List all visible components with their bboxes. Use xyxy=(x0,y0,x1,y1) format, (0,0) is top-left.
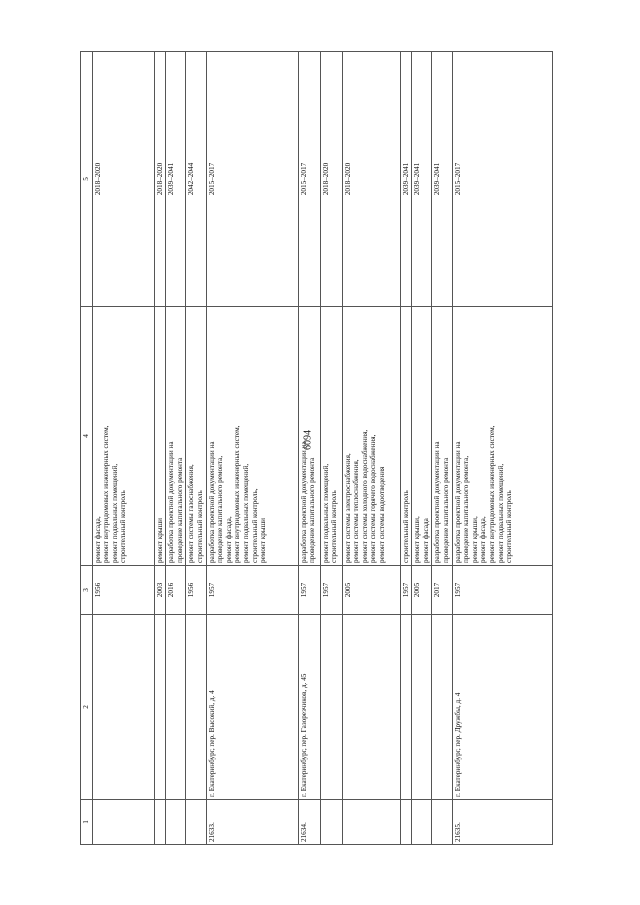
header-col-3: 3 xyxy=(81,566,93,615)
work-item: ремонт внутридомовых инженерных систем, xyxy=(233,425,242,563)
work-types-cell xyxy=(432,307,452,566)
work-item: проведение капитального ремонта, xyxy=(462,455,471,563)
repair-schedule-table xyxy=(80,51,553,845)
row-number-cell xyxy=(92,800,154,845)
table-row xyxy=(206,52,298,845)
rotated-table-block xyxy=(80,77,554,845)
build-year-cell: 1956 xyxy=(92,566,154,615)
build-year-cell: 1957 xyxy=(298,566,320,615)
build-year-cell: 1956 xyxy=(186,566,206,615)
build-year-cell: 2005 xyxy=(412,566,432,615)
header-col-5: 5 xyxy=(81,52,93,307)
work-item: проведение капитального ремонта xyxy=(175,457,184,563)
build-year-cell: 2005 xyxy=(342,566,400,615)
work-item: строительный контроль xyxy=(195,490,204,563)
work-item: разработка проектной документации на xyxy=(167,441,176,563)
table-row xyxy=(92,52,154,845)
work-item: ремонт крыши xyxy=(155,517,164,563)
period-cell: 2018–2020 xyxy=(342,52,400,307)
work-item: строительный контроль xyxy=(401,490,410,563)
address-cell: г. Екатеринбург, пер. Высокий, д. 4 xyxy=(206,615,298,800)
table-row xyxy=(412,52,432,845)
period-cell: 2018–2020 xyxy=(154,52,166,307)
table-row xyxy=(154,52,166,845)
work-item: строительный контроль, xyxy=(250,488,259,563)
work-item: ремонт системы водоотведения xyxy=(377,466,386,563)
period-cell: 2039–2041 xyxy=(432,52,452,307)
table-row xyxy=(186,52,206,845)
work-item: ремонт системы холодного водоснабжения, xyxy=(360,429,369,563)
build-year-cell: 1957 xyxy=(320,566,342,615)
table-row xyxy=(342,52,400,845)
work-item: разработка проектной документации на xyxy=(453,441,462,563)
table-row xyxy=(166,52,186,845)
work-item: ремонт подвальных помещений, xyxy=(241,463,250,563)
address-cell xyxy=(186,615,206,800)
work-types-cell xyxy=(320,307,342,566)
header-col-2: 2 xyxy=(81,615,93,800)
row-number-cell xyxy=(320,800,342,845)
row-number-cell xyxy=(186,800,206,845)
work-item: ремонт внутридомовых инженерных систем, xyxy=(102,425,111,563)
address-cell xyxy=(154,615,166,800)
build-year-cell: 1957 xyxy=(400,566,412,615)
work-types-cell xyxy=(342,307,400,566)
period-cell: 2039–2041 xyxy=(412,52,432,307)
work-item: ремонт фасада xyxy=(421,518,430,563)
work-item: строительный контроль xyxy=(330,490,339,563)
work-types-cell xyxy=(92,307,154,566)
period-cell: 2015–2017 xyxy=(452,52,552,307)
header-row xyxy=(81,52,93,845)
work-types-cell xyxy=(298,307,320,566)
period-cell: 2039–2041 xyxy=(166,52,186,307)
work-item: ремонт крыши, xyxy=(470,516,479,563)
row-number-cell xyxy=(166,800,186,845)
work-types-cell xyxy=(154,307,166,566)
period-cell: 2018–2020 xyxy=(92,52,154,307)
row-number-cell xyxy=(342,800,400,845)
work-item: ремонт фасада, xyxy=(224,516,233,563)
work-item: строительный контроль xyxy=(505,490,514,563)
work-item: ремонт внутридомовых инженерных систем, xyxy=(487,425,496,563)
period-cell: 2015–2017 xyxy=(298,52,320,307)
work-item: ремонт подвальных помещений, xyxy=(321,463,330,563)
address-cell: г. Екатеринбург, пер. Дружбы, д. 4 xyxy=(452,615,552,800)
row-number-cell xyxy=(432,800,452,845)
work-item: ремонт подвальных помещений, xyxy=(496,463,505,563)
build-year-cell: 2003 xyxy=(154,566,166,615)
work-item: разработка проектной документации на xyxy=(207,441,216,563)
address-cell xyxy=(166,615,186,800)
address-cell xyxy=(342,615,400,800)
row-number-cell xyxy=(412,800,432,845)
address-cell: г. Екатеринбург, пер. Газорезчиков, д. 45 xyxy=(298,615,320,800)
work-item: ремонт фасада, xyxy=(479,516,488,563)
table-row xyxy=(452,52,552,845)
work-item: ремонт фасада, xyxy=(93,516,102,563)
address-cell xyxy=(432,615,452,800)
work-item: строительный контроль xyxy=(119,490,128,563)
work-item: ремонт системы горячего водоснабжения, xyxy=(369,434,378,563)
row-number-cell xyxy=(154,800,166,845)
table-row xyxy=(432,52,452,845)
work-types-cell xyxy=(400,307,412,566)
work-item: ремонт системы электроснабжения, xyxy=(343,453,352,563)
work-types-cell xyxy=(166,307,186,566)
table-row xyxy=(400,52,412,845)
table-row xyxy=(320,52,342,845)
build-year-cell: 1957 xyxy=(206,566,298,615)
work-item: ремонт системы теплоснабжения, xyxy=(352,459,361,563)
row-number-cell: 21634. xyxy=(298,800,320,845)
build-year-cell: 1957 xyxy=(452,566,552,615)
work-item: проведение капитального ремонта, xyxy=(216,455,225,563)
row-number-cell: 21633. xyxy=(206,800,298,845)
work-item: проведение капитального ремонта xyxy=(308,457,317,563)
header-col-4: 4 xyxy=(81,307,93,566)
period-cell: 2042–2044 xyxy=(186,52,206,307)
table-row xyxy=(298,52,320,845)
page-number: 6094 xyxy=(302,430,314,450)
period-cell: 2018–2020 xyxy=(320,52,342,307)
work-item: разработка проектной документации на xyxy=(433,441,442,563)
work-types-cell xyxy=(206,307,298,566)
work-types-cell xyxy=(412,307,432,566)
period-cell: 2039–2041 xyxy=(400,52,412,307)
work-item: ремонт крыши, xyxy=(413,516,422,563)
period-cell: 2015–2017 xyxy=(206,52,298,307)
work-item: проведение капитального ремонта xyxy=(441,457,450,563)
work-types-cell xyxy=(186,307,206,566)
address-cell xyxy=(92,615,154,800)
work-item: ремонт подвальных помещений, xyxy=(110,463,119,563)
work-item: ремонт крыши xyxy=(259,517,268,563)
build-year-cell: 2016 xyxy=(166,566,186,615)
table-body xyxy=(92,52,552,845)
work-types-cell xyxy=(452,307,552,566)
work-item: разработка проектной документации на xyxy=(299,441,308,563)
row-number-cell xyxy=(400,800,412,845)
address-cell xyxy=(400,615,412,800)
address-cell xyxy=(320,615,342,800)
header-col-1: 1 xyxy=(81,800,93,845)
build-year-cell: 2017 xyxy=(432,566,452,615)
row-number-cell: 21635. xyxy=(452,800,552,845)
address-cell xyxy=(412,615,432,800)
work-item: ремонт системы газоснабжения, xyxy=(187,464,196,563)
